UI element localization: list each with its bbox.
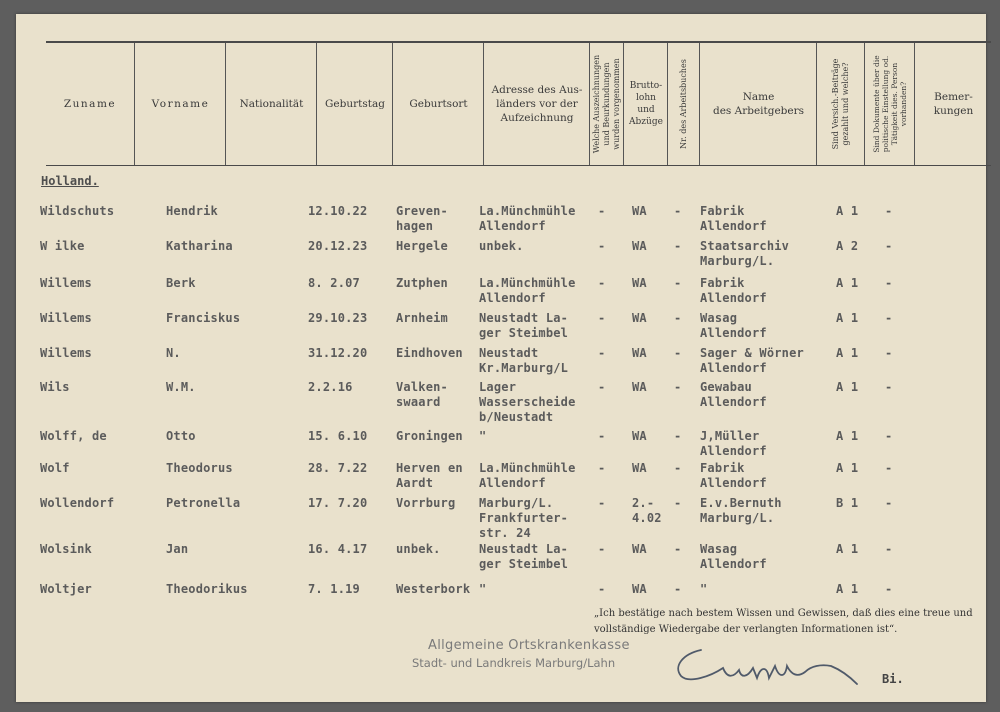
cell-geburtsort: Herven en Aardt [396, 461, 463, 490]
cell-geburtstag: 29.10.23 [308, 311, 368, 325]
cell-lohn: 2.- 4.02 [632, 496, 662, 525]
initials: Bi. [882, 672, 904, 686]
cell-adresse: Neustadt La- ger Steimbel [479, 311, 569, 340]
cell-geburtstag: 16. 4.17 [308, 542, 368, 556]
cell-arbeitgeber: Sager & Wörner Allendorf [700, 346, 804, 375]
cell-dok: - [885, 346, 893, 360]
cell-vorname: Theodorus [166, 461, 233, 475]
cell-dok: - [885, 239, 893, 253]
declaration-text: „Ich bestätige nach bestem Wissen und Gewissen, daß dies eine treue und vollständige Wiedergabe der verlangten Informationen ist“. [594, 608, 973, 635]
col-geburtsort: Geburtsort [392, 43, 484, 165]
col-arbeitsbuch: Nr. des Arbeitsbuches [667, 43, 700, 165]
cell-zuname: Wolff, de [40, 429, 107, 443]
cell-versich: A 1 [836, 542, 859, 556]
cell-versich: A 2 [836, 239, 859, 253]
cell-arbeitgeber: E.v.Bernuth Marburg/L. [700, 496, 782, 525]
cell-geburtsort: Greven- hagen [396, 204, 448, 233]
stamp-line-1: Allgemeine Ortskrankenkasse [428, 638, 630, 653]
cell-adresse: Neustadt La- ger Steimbel [479, 542, 569, 571]
cell-arbeitgeber: Fabrik Allendorf [700, 276, 767, 305]
cell-ausz: - [598, 204, 606, 218]
cell-lohn: WA [632, 239, 647, 253]
cell-nr: - [674, 542, 682, 556]
col-bemerkungen: Bemer- kungen [914, 43, 992, 165]
cell-vorname: Theodorikus [166, 582, 248, 596]
cell-ausz: - [598, 461, 606, 475]
cell-zuname: Woltjer [40, 582, 92, 596]
cell-zuname: Wolf [40, 461, 70, 475]
cell-lohn: WA [632, 204, 647, 218]
cell-lohn: WA [632, 276, 647, 290]
cell-geburtsort: Hergele [396, 239, 448, 253]
cell-arbeitgeber: Fabrik Allendorf [700, 204, 767, 233]
cell-ausz: - [598, 582, 606, 596]
cell-ausz: - [598, 542, 606, 556]
cell-dok: - [885, 380, 893, 394]
cell-dok: - [885, 461, 893, 475]
cell-ausz: - [598, 311, 606, 325]
cell-versich: A 1 [836, 429, 859, 443]
cell-lohn: WA [632, 380, 647, 394]
col-auszeichnungen: Welche Auszeichnungen und Beurkundungen wurden vorgenommen [589, 43, 624, 165]
cell-dok: - [885, 204, 893, 218]
cell-vorname: Berk [166, 276, 196, 290]
cell-nr: - [674, 311, 682, 325]
cell-zuname: Wildschuts [40, 204, 115, 218]
cell-nr: - [674, 204, 682, 218]
cell-arbeitgeber: Staatsarchiv Marburg/L. [700, 239, 790, 268]
cell-geburtsort: Vorrburg [396, 496, 456, 510]
cell-arbeitgeber: " [700, 582, 708, 596]
cell-vorname: Franciskus [166, 311, 241, 325]
cell-lohn: WA [632, 542, 647, 556]
cell-geburtstag: 8. 2.07 [308, 276, 360, 290]
cell-adresse: Lager Wasserscheide b/Neustadt [479, 380, 576, 424]
cell-vorname: Hendrik [166, 204, 218, 218]
cell-versich: A 1 [836, 204, 859, 218]
cell-lohn: WA [632, 429, 647, 443]
cell-vorname: W.M. [166, 380, 196, 394]
cell-versich: A 1 [836, 380, 859, 394]
cell-vorname: N. [166, 346, 181, 360]
cell-lohn: WA [632, 346, 647, 360]
col-arbeitgeber: Name des Arbeitgebers [699, 43, 817, 165]
cell-geburtstag: 31.12.20 [308, 346, 368, 360]
cell-nr: - [674, 239, 682, 253]
cell-dok: - [885, 311, 893, 325]
cell-zuname: Willems [40, 346, 92, 360]
cell-dok: - [885, 496, 893, 510]
cell-nr: - [674, 582, 682, 596]
cell-adresse: " [479, 582, 487, 596]
cell-geburtstag: 17. 7.20 [308, 496, 368, 510]
cell-ausz: - [598, 239, 606, 253]
cell-vorname: Jan [166, 542, 189, 556]
cell-zuname: Wolsink [40, 542, 92, 556]
cell-lohn: WA [632, 461, 647, 475]
cell-ausz: - [598, 496, 606, 510]
cell-versich: A 1 [836, 461, 859, 475]
cell-vorname: Petronella [166, 496, 241, 510]
cell-geburtstag: 15. 6.10 [308, 429, 368, 443]
cell-geburtstag: 2.2.16 [308, 380, 353, 394]
cell-geburtstag: 12.10.22 [308, 204, 368, 218]
cell-zuname: Wollendorf [40, 496, 115, 510]
cell-arbeitgeber: Wasag Allendorf [700, 311, 767, 340]
cell-zuname: Wils [40, 380, 70, 394]
cell-nr: - [674, 276, 682, 290]
cell-nr: - [674, 380, 682, 394]
cell-lohn: WA [632, 582, 647, 596]
cell-arbeitgeber: Fabrik Allendorf [700, 461, 767, 490]
cell-versich: B 1 [836, 496, 859, 510]
cell-geburtstag: 20.12.23 [308, 239, 368, 253]
cell-geburtsort: Valken- swaard [396, 380, 448, 409]
cell-nr: - [674, 496, 682, 510]
cell-arbeitgeber: Wasag Allendorf [700, 542, 767, 571]
cell-adresse: Marburg/L. Frankfurter- str. 24 [479, 496, 569, 540]
cell-zuname: W ilke [40, 239, 85, 253]
cell-geburtsort: Westerbork [396, 582, 471, 596]
cell-geburtstag: 28. 7.22 [308, 461, 368, 475]
cell-geburtsort: unbek. [396, 542, 441, 556]
cell-versich: A 1 [836, 311, 859, 325]
cell-versich: A 1 [836, 346, 859, 360]
cell-zuname: Willems [40, 276, 92, 290]
section-title: Holland. [41, 174, 99, 188]
cell-nr: - [674, 429, 682, 443]
cell-dok: - [885, 582, 893, 596]
cell-zuname: Willems [40, 311, 92, 325]
cell-adresse: La.Münchmühle Allendorf [479, 204, 576, 233]
cell-ausz: - [598, 346, 606, 360]
col-adresse: Adresse des Aus- länders vor der Aufzeichnung [483, 43, 590, 165]
cell-nr: - [674, 461, 682, 475]
col-geburtstag: Geburtstag [316, 43, 393, 165]
cell-adresse: La.Münchmühle Allendorf [479, 461, 576, 490]
registration-card [16, 14, 986, 702]
cell-geburtsort: Groningen [396, 429, 463, 443]
col-zuname: Zuname [63, 98, 117, 110]
cell-vorname: Katharina [166, 239, 233, 253]
cell-vorname: Otto [166, 429, 196, 443]
col-bruttolohn: Brutto- lohn und Abzüge [623, 43, 668, 165]
cell-versich: A 1 [836, 582, 859, 596]
cell-versich: A 1 [836, 276, 859, 290]
cell-lohn: WA [632, 311, 647, 325]
cell-arbeitgeber: J,Müller Allendorf [700, 429, 767, 458]
col-nationalitaet: Nationalität [225, 43, 317, 165]
cell-dok: - [885, 429, 893, 443]
cell-arbeitgeber: Gewabau Allendorf [700, 380, 767, 409]
cell-geburtsort: Arnheim [396, 311, 448, 325]
cell-ausz: - [598, 380, 606, 394]
col-dokumente: Sind Dokumente über die politische Einstellung od. Tätigkeit dies. Person vorhanden? [864, 43, 915, 165]
stamp-line-2: Stadt- und Landkreis Marburg/Lahn [412, 656, 616, 670]
cell-ausz: - [598, 429, 606, 443]
cell-ausz: - [598, 276, 606, 290]
cell-adresse: " [479, 429, 487, 443]
table-header [46, 41, 991, 166]
cell-geburtsort: Eindhoven [396, 346, 463, 360]
cell-nr: - [674, 346, 682, 360]
cell-dok: - [885, 276, 893, 290]
cell-adresse: Neustadt Kr.Marburg/L [479, 346, 569, 375]
cell-adresse: La.Münchmühle Allendorf [479, 276, 576, 305]
cell-geburtstag: 7. 1.19 [308, 582, 360, 596]
cell-adresse: unbek. [479, 239, 524, 253]
col-versich: Sind Versich.-Beiträge gezahlt und welche? [816, 43, 865, 165]
cell-geburtsort: Zutphen [396, 276, 448, 290]
signature [671, 626, 871, 698]
cell-dok: - [885, 542, 893, 556]
col-vorname: Vorname [134, 43, 226, 165]
